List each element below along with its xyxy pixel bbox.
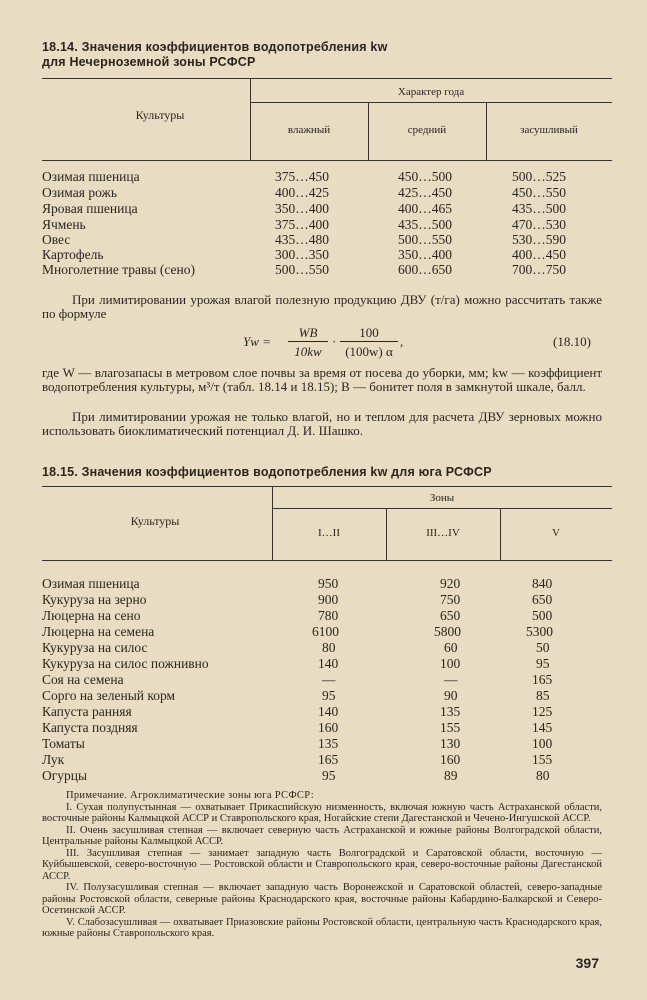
row-value: 600…650 — [398, 262, 452, 277]
table1-col-header: средний — [407, 124, 447, 136]
table2-title: 18.15. Значения коэффициентов водопотребления kw для юга РСФСР — [42, 465, 492, 479]
row-value: 500…525 — [512, 169, 566, 184]
row-label: Соя на семена — [42, 672, 124, 687]
row-value: 50 — [536, 640, 550, 655]
table1-col-header: засушливый — [520, 124, 578, 136]
row-value: 650 — [440, 608, 461, 623]
table-note — [42, 790, 602, 940]
table1-header-group: Характер года — [397, 86, 465, 98]
row-label: Огурцы — [42, 768, 88, 783]
row-label: Картофель — [42, 247, 104, 262]
table2-col-header: III…IV — [426, 527, 460, 539]
row-value: 95 — [322, 688, 336, 703]
row-value: — — [444, 672, 458, 687]
page-number: 397 — [575, 955, 599, 971]
row-value: 450…500 — [398, 169, 452, 184]
row-label: Многолетние травы (сено) — [42, 262, 195, 277]
table2-header-culture: Культуры — [130, 514, 180, 528]
table-row — [42, 768, 612, 784]
row-value: 165 — [318, 752, 339, 767]
table-row — [42, 672, 612, 688]
row-value: 95 — [536, 656, 550, 671]
table-row — [42, 592, 612, 608]
row-value: 350…400 — [398, 247, 452, 262]
table-row — [42, 217, 612, 233]
formula-dot: · — [332, 334, 337, 349]
row-label: Озимая пшеница — [42, 576, 140, 591]
row-value: 780 — [318, 608, 339, 623]
row-value: 300…350 — [275, 247, 329, 262]
row-label: Лук — [42, 752, 65, 767]
row-label: Томаты — [42, 736, 85, 751]
row-value: 135 — [440, 704, 461, 719]
row-value: 140 — [318, 656, 339, 671]
row-value: 920 — [440, 576, 461, 591]
fraction-bar — [288, 341, 328, 342]
row-label: Сорго на зеленый корм — [42, 688, 176, 703]
table2-header-group: Зоны — [429, 492, 455, 504]
fraction-bar — [340, 341, 398, 342]
table2-col-header: V — [552, 527, 560, 539]
formula-lhs: Yw = — [243, 334, 271, 349]
row-label: Ячмень — [42, 217, 86, 232]
table-row — [42, 720, 612, 736]
table2-header-rule — [42, 560, 612, 561]
row-value: — — [322, 672, 336, 687]
table1-header-rule — [42, 160, 612, 161]
table1-title-line2: для Нечерноземной зоны РСФСР — [42, 55, 256, 69]
row-value: 145 — [532, 720, 553, 735]
row-value: 750 — [440, 592, 461, 607]
row-value: 425…450 — [398, 185, 452, 200]
row-value: 130 — [440, 736, 461, 751]
row-value: 400…465 — [398, 201, 452, 216]
table-row — [42, 640, 612, 656]
row-value: 80 — [536, 768, 550, 783]
row-label: Яровая пшеница — [42, 201, 138, 216]
row-value: 470…530 — [512, 217, 566, 232]
table1-group-rule — [250, 102, 612, 103]
row-value: 155 — [440, 720, 461, 735]
row-value: 900 — [318, 592, 339, 607]
table-row — [42, 185, 612, 201]
note-paragraph: II. Очень засушливая степная — включает северную часть Астраханской и южные районы Волгоградской области, Центральные районы Калмыцкой АССР. — [42, 824, 602, 847]
row-value: 80 — [322, 640, 336, 655]
row-label: Озимая пшеница — [42, 169, 140, 184]
row-value: 700…750 — [512, 262, 566, 277]
row-value: 400…450 — [512, 247, 566, 262]
row-value: 530…590 — [512, 232, 566, 247]
row-value: 500…550 — [398, 232, 452, 247]
note-paragraph: V. Слабозасушливая — охватывает Приазовские районы Ростовской области, центральную часть Краснодарского края, южные районы Ставропольского края. — [42, 916, 602, 939]
row-value: 5800 — [434, 624, 461, 639]
row-value: 450…550 — [512, 185, 566, 200]
row-value: 350…400 — [275, 201, 329, 216]
row-value: 155 — [532, 752, 553, 767]
row-value: 160 — [440, 752, 461, 767]
row-label: Кукуруза на силос — [42, 640, 148, 655]
row-value: 160 — [318, 720, 339, 735]
formula-numerator: WB — [298, 325, 318, 340]
row-value: 375…400 — [275, 217, 329, 232]
row-value: 435…500 — [398, 217, 452, 232]
row-value: 840 — [532, 576, 553, 591]
note-paragraph: IV. Полузасушливая степная — включает западную часть Воронежской и Саратовской областей, северо-западные районы Ростовской области, северные районы Краснодарского края, восточные районы Кабардино-Балкарской и Северо-Осетинской АССР. — [42, 882, 602, 916]
table-row — [42, 752, 612, 768]
row-value: 100 — [440, 656, 461, 671]
row-label: Кукуруза на силос пожнивно — [42, 656, 209, 671]
table-row — [42, 688, 612, 704]
row-value: 950 — [318, 576, 339, 591]
note-paragraph: III. Засушливая степная — занимает западную часть Волгоградской и Саратовской области, восточную — Куйбышевской, северо-восточную — Ростовской области и Ставропольского края, северо-восточные районы Дагестанской АССР. — [42, 847, 602, 882]
row-value: 90 — [444, 688, 458, 703]
row-label: Кукуруза на зерно — [42, 592, 147, 607]
formula-denominator: (100w) α — [345, 344, 393, 359]
row-value: 85 — [536, 688, 550, 703]
paragraph: где W — влагозапасы в метровом слое почвы за время от посева до уборки, мм; kw — коэффициент водопотребления культуры, м³/т (табл. 18.14 и 18.15); B — бонитет поля в замкнутой шкале, балл. — [42, 365, 602, 394]
row-value: 165 — [532, 672, 553, 687]
table-row — [42, 201, 612, 217]
table-row — [42, 624, 612, 640]
note-heading: Примечание. Агроклиматические зоны юга РСФСР: — [66, 790, 314, 801]
row-label: Люцерна на семена — [42, 624, 155, 639]
row-value: 100 — [532, 736, 553, 751]
row-value: 650 — [532, 592, 553, 607]
row-label: Люцерна на сено — [42, 608, 141, 623]
row-label: Озимая рожь — [42, 185, 117, 200]
table2-top-rule — [42, 486, 612, 487]
paragraph: При лимитировании урожая влагой полезную продукцию ДВУ (т/га) можно рассчитать также по формуле — [42, 292, 602, 321]
table1-header-culture: Культуры — [135, 108, 185, 122]
table2-col-header: I…II — [318, 527, 340, 539]
row-value: 140 — [318, 704, 339, 719]
formula-denominator: 10kw — [294, 344, 322, 359]
row-value: 60 — [444, 640, 458, 655]
table-row — [42, 576, 612, 592]
table-row — [42, 704, 612, 720]
row-value: 89 — [444, 768, 458, 783]
row-label: Овес — [42, 232, 71, 247]
table-row — [42, 736, 612, 752]
table-row — [42, 232, 612, 248]
table-row — [42, 169, 612, 185]
formula-number: (18.10) — [553, 334, 591, 349]
paragraph: При лимитировании урожая не только влагой, но и теплом для расчета ДВУ зерновых можно использовать биоклиматический потенциал Д. И. Шашко. — [42, 409, 602, 438]
row-value: 400…425 — [275, 185, 329, 200]
note-paragraph: I. Сухая полупустынная — охватывает Прикаспийскую низменность, включая южную часть Астраханской области, восточные районы Калмыцкой АССР и Ставропольского края, Ногайские степи Дагестанской и Чечено-Ингушской АССР. — [42, 801, 602, 824]
table-row — [42, 656, 612, 672]
row-value: 435…500 — [512, 201, 566, 216]
formula-numerator: 100 — [359, 325, 379, 340]
table-row — [42, 608, 612, 624]
row-value: 500…550 — [275, 262, 329, 277]
row-value: 5300 — [526, 624, 553, 639]
row-value: 6100 — [312, 624, 339, 639]
table-row — [42, 247, 612, 263]
row-label: Капуста поздняя — [42, 720, 138, 735]
table2-group-rule — [272, 508, 612, 509]
formula-comma: , — [400, 334, 404, 349]
row-value: 500 — [532, 608, 553, 623]
table1-col-header: влажный — [287, 124, 331, 136]
table1-title-line1: 18.14. Значения коэффициентов водопотребления kw — [42, 40, 388, 54]
table-row — [42, 262, 612, 278]
row-value: 135 — [318, 736, 339, 751]
row-value: 435…480 — [275, 232, 329, 247]
row-value: 125 — [532, 704, 553, 719]
row-value: 95 — [322, 768, 336, 783]
row-value: 375…450 — [275, 169, 329, 184]
table1-top-rule — [42, 78, 612, 79]
row-label: Капуста ранняя — [42, 704, 132, 719]
